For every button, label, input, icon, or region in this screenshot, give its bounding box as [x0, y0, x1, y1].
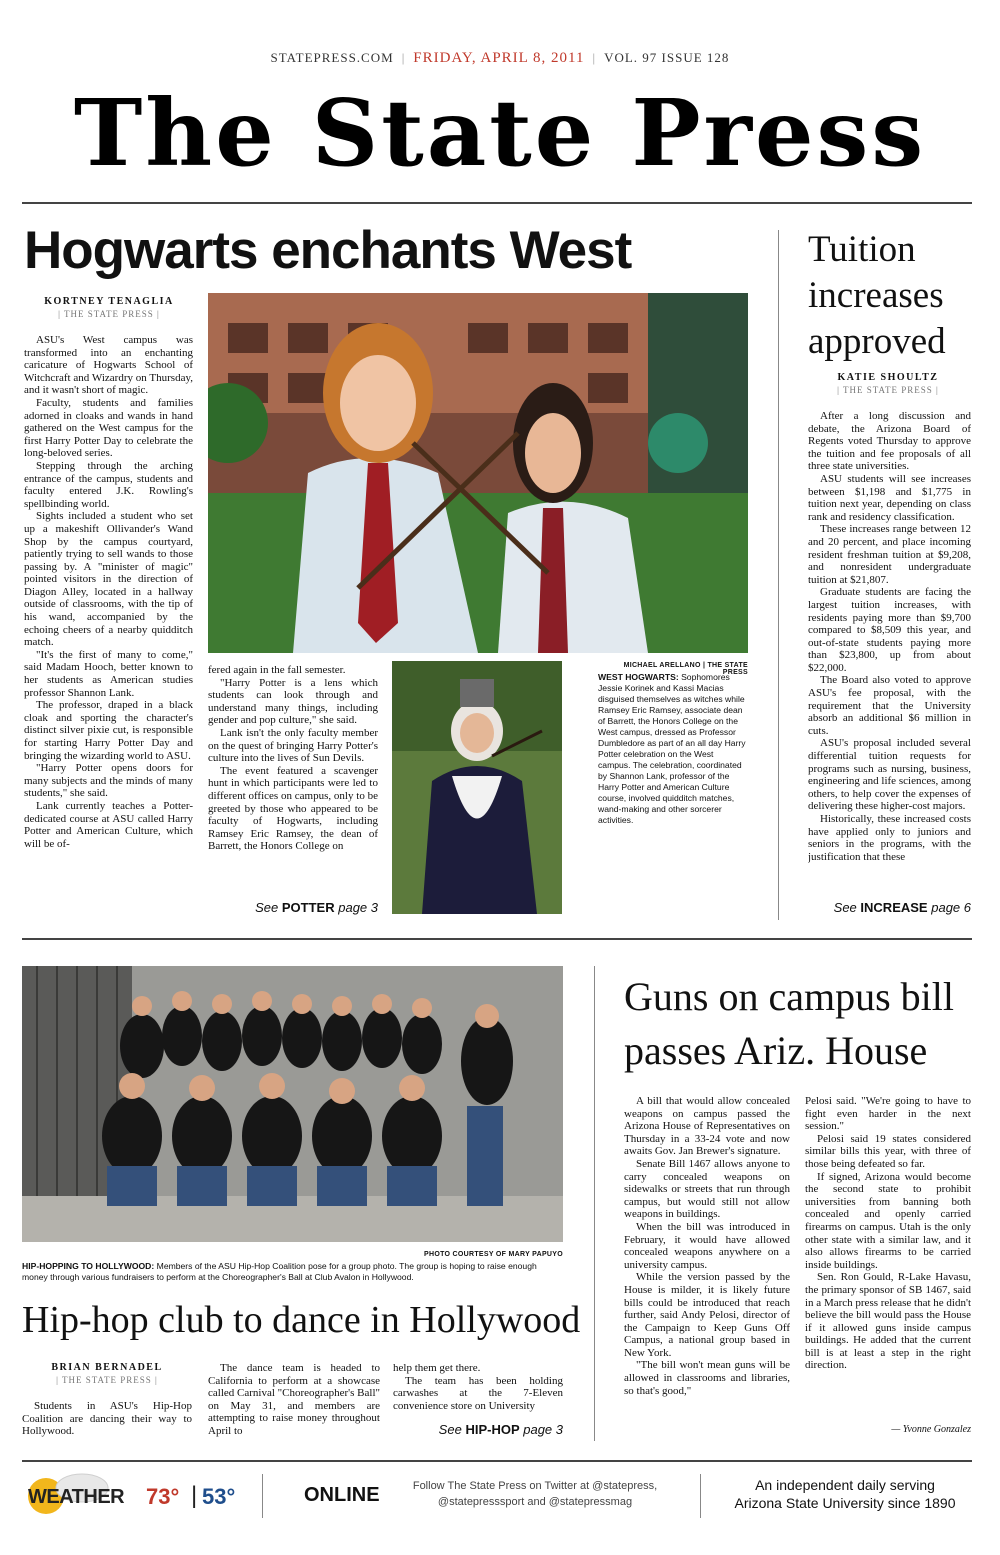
issue-date: FRIDAY, APRIL 8, 2011 — [413, 50, 585, 66]
paragraph: Sen. Ron Gould, R-Lake Havasu, the primary sponsor of SB 1467, said in a March press release that he didn't believe the bill would pass the House if it allowed guns inside campus buildings. He added that the current bill is at least a step in the right direction. — [805, 1271, 971, 1372]
lead-photo-caption: WEST HOGWARTS: Sophomores Jessie Korinek and Kassi Macias disguised themselves as witches while Ramsey Eric Ramsey, associate dean of Barrett, the Honors College on the West campus, dressed as Professor Dumbledore as part of an all day Harry Potter celebration on the West campus. The celebration, coordinated by Shannon Lank, professor of the Harry Potter and American Culture course, involved quidditch matches, wand-making and other sorcerer activities. — [598, 672, 746, 825]
paragraph: The professor, draped in a black cloak and sporting the character's distinct silver pixie cut, is responsible for starting Harry Potter Day and bringing the wizarding world to ASU. — [24, 699, 193, 762]
paragraph: Pelosi said 19 states considered similar bills this year, with three of those being defeated so far. — [805, 1132, 971, 1170]
hiphop-column-3: help them get there. The team has been holding carwashes at the 7-Eleven convenience store on University — [393, 1362, 563, 1412]
lead-byline-block — [24, 296, 194, 319]
mid-rule — [22, 938, 972, 940]
tuition-column — [808, 410, 971, 894]
guns-column-1 — [624, 1095, 790, 1440]
footer-divider-1 — [262, 1474, 263, 1518]
tuition-jump-link[interactable]: See INCREASE page 6 — [833, 900, 971, 915]
paragraph: The Board also voted to approve ASU's fee proposal, with the requirement that the University absorb an additional $6 million in cuts. — [808, 674, 971, 737]
paragraph: Historically, these increased costs have applied only to juniors and seniors in the programs, with the justification that these — [808, 813, 971, 863]
site-link[interactable]: STATEPRESS.COM — [270, 50, 394, 65]
hiphop-headline[interactable]: Hip-hop club to dance in Hollywood — [22, 1299, 581, 1341]
guns-signoff: — Yvonne Gonzalez — [891, 1424, 971, 1435]
paragraph: ASU's West campus was transformed into an enchanting caricature of Hogwarts School of Witchcraft and Wizardry on Thursday, and it wasn't short of magic. — [24, 334, 193, 397]
paragraph: Sights included a student who set up a makeshift Ollivander's Wand Shop by the campus courtyard, patiently trying to sell wands to those passing by. A "minister of magic" pointed visitors in the direction of Diagon Alley, located in a hallway outside of classrooms, with the tip of his wand, accompanied by the echoing cheers of a nearby quidditch match. — [24, 510, 193, 649]
paragraph: "The bill won't mean guns will be allowed in classrooms and libraries, so that's good," — [624, 1359, 790, 1397]
paragraph: A bill that would allow concealed weapons on campus passed the Arizona House of Representatives on Thursday in a 33-24 vote and now awaits Gov. Jan Brewer's signature. — [624, 1095, 790, 1158]
tuition-byline-block — [808, 372, 968, 395]
paragraph: After a long discussion and debate, the Arizona Board of Regents voted Thursday to approve the tuition and fee proposals of all three state universities. — [808, 410, 971, 473]
paragraph: ASU's proposal included several differential tuition requests for programs such as nursing, business, engineering and life sciences, among others, to help cover the expenses of delivering these higher-cost majors. — [808, 737, 971, 813]
column-divider — [778, 230, 779, 920]
high-temp: 73° — [146, 1484, 180, 1509]
masthead-dateline: STATEPRESS.COM | FRIDAY, APRIL 8, 2011 | VOL. 97 ISSUE 128 — [270, 50, 730, 66]
hiphop-photo-credit: PHOTO COURTESY OF MARY PAPUYO — [424, 1251, 563, 1258]
paragraph: Lank currently teaches a Potter-dedicated course at ASU called Harry Potter and American Culture, which will be of- — [24, 799, 193, 850]
paragraph: "It's the first of many to come," said Madam Hooch, better known to her students as American studies professor Shannon Lank. — [24, 648, 193, 699]
hiphop-jump-link[interactable]: See HIP-HOP page 3 — [438, 1422, 563, 1437]
hiphop-byline: BRIAN BERNADEL — [51, 1362, 163, 1373]
paragraph: Senate Bill 1467 allows anyone to carry concealed weapons on sidewalks or streets that run through campus, but would still not allow weapons in buildings. — [624, 1157, 790, 1221]
paragraph: fered again in the fall semester. — [208, 664, 346, 676]
paragraph: "Harry Potter is a lens which students can look through and understand many things, including gender and pop culture," she said. — [208, 676, 378, 727]
paragraph: "Harry Potter opens doors for many subjects and the minds of many students," she said. — [24, 762, 193, 800]
weather-box[interactable] — [24, 1466, 264, 1526]
tuition-affiliation: | THE STATE PRESS | — [837, 385, 939, 395]
nameplate: The State Press — [73, 79, 927, 187]
paragraph: Stepping through the arching entrance of the campus, students and faculty entered J.K. Rowling's spellbinding world. — [24, 459, 193, 510]
group-photo — [22, 966, 563, 1242]
hiphop-affiliation: | THE STATE PRESS | — [56, 1375, 158, 1385]
masthead-rule — [22, 202, 972, 204]
guns-column-2 — [805, 1095, 971, 1415]
online-label[interactable]: ONLINE — [304, 1484, 380, 1506]
paragraph: The event featured a scavenger hunt in which participants were led to different offices on campus, only to be greeted by those who appeared to be faculty of Hogwarts, including Ramsey Eric Ramsey, the dean of Barrett, the Honors College on — [208, 764, 378, 853]
twitter-follow[interactable]: Follow The State Press on Twitter at @statepress, @statepresssport and @statepressmag — [412, 1480, 658, 1508]
lead-column-1 — [24, 334, 193, 924]
column-divider-2 — [594, 966, 595, 1441]
lead-jump-link[interactable]: See POTTER page 3 — [255, 900, 378, 915]
guns-headline[interactable]: Guns on campus bill passes Ariz. House — [624, 974, 954, 1073]
lead-headline[interactable]: Hogwarts enchants West — [24, 221, 632, 280]
tuition-headline[interactable]: Tuition increases approved — [808, 229, 946, 362]
paragraph: When the bill was introduced in February, it would have allowed concealed weapons anywhere on a university campus. — [624, 1220, 790, 1271]
dumbledore-photo — [392, 661, 562, 914]
low-temp: 53° — [202, 1484, 236, 1509]
paragraph: Pelosi said. "We're going to have to fight even harder in the next session." — [805, 1095, 971, 1133]
paragraph: ASU students will see increases between $1,198 and $1,775 in tuition next year, depending on class rank and residency classification. — [808, 472, 971, 523]
tagline: An independent daily serving Arizona State University since 1890 — [734, 1477, 956, 1511]
paragraph: While the version passed by the House is milder, it is likely future bills could be introduced that reach further, said Andy Pelosi, director of the Campaign to Keep Guns Off Campus, a national group based in New York. — [624, 1271, 790, 1359]
hiphop-photo-caption: HIP-HOPPING TO HOLLYWOOD: Members of the ASU Hip-Hop Coalition pose for a group photo. The group is hoping to raise enough money through various fundraisers to perform at the Choreographer's Ball at Club Avalon in Hollywood. — [22, 1261, 537, 1282]
weather-label: WEATHER — [28, 1486, 125, 1508]
footer-divider-2 — [700, 1474, 701, 1518]
paragraph: Graduate students are facing the largest tuition increases, with residents paying more than $9,700 compared to $8,509 this year, and out-of-state students paying more than $23,800, up from about $22,000. — [808, 586, 971, 674]
hiphop-byline-block — [22, 1362, 192, 1385]
lead-photo — [208, 293, 748, 653]
paragraph: Faculty, students and families adorned in cloaks and wands in hand gathered on the West campus for the first Harry Potter Day to celebrate the long-beloved series. — [24, 396, 193, 460]
witches-photo — [208, 293, 748, 653]
footer-rule — [22, 1460, 972, 1462]
paragraph: These increases range between 12 and 20 percent, and place incoming resident freshman tuition at $9,208, and nonresident undergraduate tuition at $21,807. — [808, 523, 971, 586]
tuition-byline: KATIE SHOULTZ — [837, 372, 939, 383]
lead-photo-credit: MICHAEL ARELLANO | THE STATE PRESS — [623, 662, 748, 676]
wizard-photo — [392, 661, 562, 914]
hiphop-photo — [22, 966, 563, 1242]
volume-issue: VOL. 97 ISSUE 128 — [604, 50, 730, 65]
hiphop-column-2: The dance team is headed to California to perform at a showcase called Carnival "Choreographer's Ball" on May 31, and members are attempting to raise money throughout April to — [208, 1362, 380, 1437]
paragraph: Lank isn't the only faculty member on the quest of bringing Harry Potter's culture into the lives of Sun Devils. — [208, 726, 378, 765]
lead-byline: KORTNEY TENAGLIA — [44, 296, 174, 307]
paragraph: If signed, Arizona would become the second state to prohibit universities from banning both concealed and openly carried firearms on campus. Utah is the only other state with a similar law, and it also allows firearms to be carried inside buildings. — [805, 1170, 971, 1271]
temp-divider: | — [191, 1482, 198, 1509]
lead-affiliation: | THE STATE PRESS | — [58, 309, 160, 319]
hiphop-column-1: Students in ASU's Hip-Hop Coalition are dancing their way to Hollywood. — [22, 1400, 192, 1438]
lead-column-2 — [208, 664, 378, 894]
